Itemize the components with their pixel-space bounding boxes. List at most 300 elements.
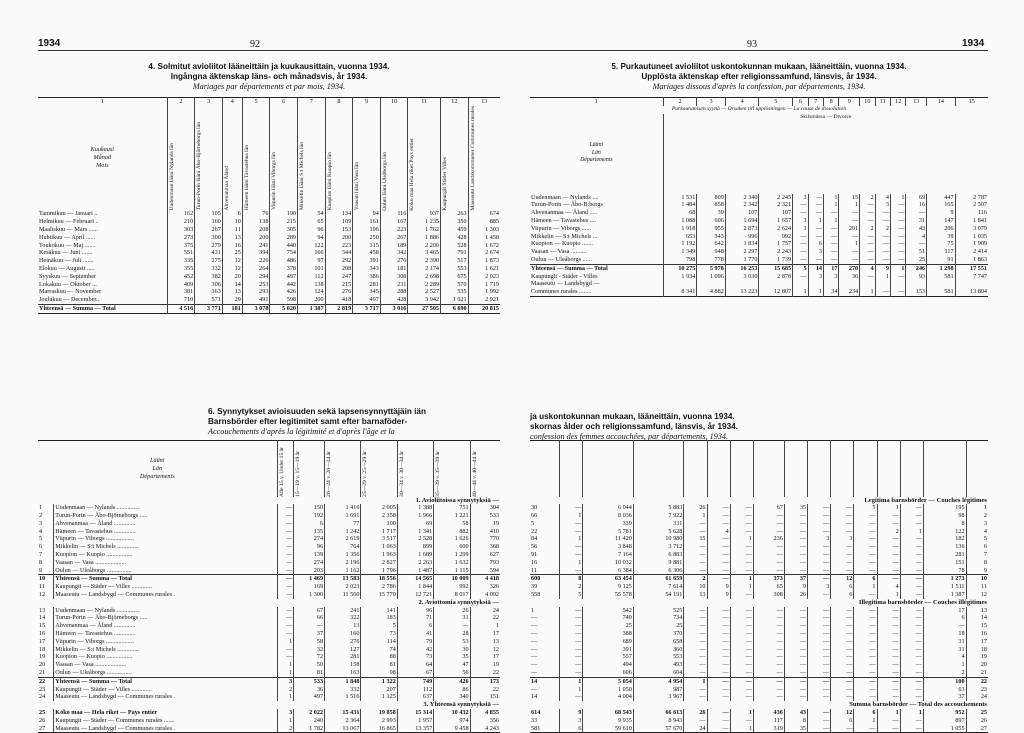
cell-value: 350 (441, 218, 469, 226)
cell-value: 3 517 (361, 535, 397, 543)
cell-value: 8 943 (633, 717, 683, 725)
column-header-text: 20—24 v. 20—24 år (326, 450, 333, 497)
total-row (530, 677, 988, 685)
row-label: 26 (39, 716, 46, 724)
cell-value: — (730, 528, 753, 536)
row-label: 8 (39, 558, 43, 566)
row-label: Vaasan — Vasa .......... (531, 248, 587, 256)
row-label: Oulun — Uleåborgs ................ (54, 669, 277, 677)
cell-value: — (900, 693, 923, 701)
row-label: 9 (39, 566, 43, 574)
cell-value: 241 (325, 607, 361, 615)
cell-value: — (891, 209, 906, 217)
cell-value: — (277, 607, 294, 615)
cell-value: 166 (298, 249, 326, 257)
cell-value: — (707, 630, 730, 638)
cell-value: 189 (380, 242, 408, 250)
row-label: Yhteensä — Summa — Total (54, 677, 277, 685)
table6-title-fi: 6. Synnytykset avioisuuden sekä lapsensynnyttäjäin iän (208, 407, 426, 416)
cell-value: 4 243 (470, 725, 500, 733)
cell-value: 1 796 (361, 567, 397, 575)
cell-value: — (277, 583, 294, 591)
row-label: Syyskuu — September (39, 272, 97, 280)
cell-value: — (730, 622, 753, 630)
cell-value: 43 (906, 225, 927, 233)
cell-value: 778 (697, 256, 725, 264)
cell-value: — (891, 233, 906, 241)
row-label: Hämeen — Tavastehus .... (531, 216, 596, 224)
cell-value: 12 (966, 591, 988, 599)
cell-value: — (277, 512, 294, 520)
cell-value: 13 583 (325, 575, 361, 583)
cell-value: 2 023 (325, 583, 361, 591)
table-row (530, 233, 988, 241)
cell-value: 147 (927, 217, 955, 225)
cell-value: — (854, 622, 877, 630)
cell-value: — (900, 535, 923, 543)
row-label: Hämeen — Tavastehus .............. (54, 630, 277, 638)
cell-value: 7 (966, 551, 988, 559)
cell-value: 2 (923, 669, 966, 677)
row-label: 6 (39, 543, 43, 551)
column-number: 9 (353, 98, 381, 106)
cell-value: — (860, 209, 875, 217)
cell-value: — (808, 543, 831, 551)
cell-value: 5 (793, 264, 808, 272)
cell-value: — (900, 686, 923, 694)
cell-value: 276 (380, 257, 408, 265)
row-label: 18 (39, 645, 46, 653)
cell-value: — (875, 288, 890, 296)
cell-value: 1 (560, 512, 583, 520)
cell-value: — (784, 661, 807, 669)
cell-value: 12 807 (759, 288, 793, 296)
cell-value: — (753, 607, 784, 615)
column-number: 11 (408, 98, 441, 106)
table-row (530, 504, 988, 512)
cell-value: 67 (294, 607, 325, 615)
cell-value: 78 (923, 567, 966, 575)
cell-value: 267 (195, 226, 223, 234)
cell-value: 1 (560, 686, 583, 694)
cell-value: 141 (361, 607, 397, 615)
cell-value: 12 (222, 257, 242, 265)
section-illegitimate (38, 599, 500, 607)
cell-value: 247 (325, 273, 353, 281)
table-row (530, 240, 988, 248)
table-row (38, 218, 500, 226)
cell-value: 1 221 (434, 512, 470, 520)
cell-value: 8 036 (583, 512, 633, 520)
cell-value: — (730, 614, 753, 622)
row-label: Maaseutu — Landsbygd — Communes rurales . (54, 591, 277, 599)
row-label: 19 (39, 653, 46, 661)
cell-value: 10 (966, 575, 988, 583)
row-label: — (531, 653, 538, 661)
table-row (530, 607, 988, 615)
cell-value: 345 (353, 288, 381, 296)
cell-value: 15 431 (325, 709, 361, 717)
cell-value: — (784, 559, 807, 567)
cell-value: 1 299 (434, 551, 470, 559)
cell-value: 234 (839, 288, 860, 296)
cell-value: — (923, 622, 966, 630)
column-number: 5 (242, 98, 270, 106)
cell-value: — (808, 233, 823, 241)
cell-value (860, 280, 875, 288)
cell-value: 151 (470, 693, 500, 701)
cell-value: 81 (294, 669, 325, 677)
cell-value: 2 786 (361, 583, 397, 591)
row-label: 7 (39, 551, 43, 559)
cell-value: — (707, 717, 730, 725)
table-row (38, 669, 500, 677)
cell-value: 69 (397, 520, 433, 528)
cell-value: — (277, 535, 294, 543)
cell-value: — (784, 512, 807, 520)
cell-value: 26 (966, 717, 988, 725)
cell-value: 2 827 (361, 559, 397, 567)
cell-value: 322 (325, 614, 361, 622)
total-row (530, 575, 988, 583)
cell-value: 63 454 (583, 575, 633, 583)
column-number: 11 (875, 98, 890, 106)
row-label: Marraskuu — November (39, 288, 102, 296)
cell-value: — (560, 504, 583, 512)
cell-value: — (839, 217, 860, 225)
cell-value: 6 (831, 717, 854, 725)
cell-value: 23 (966, 686, 988, 694)
cell-value: — (877, 567, 900, 575)
cell-value: 1 (730, 535, 753, 543)
column-header-text: Vaasan lääni Vasa län (354, 162, 361, 211)
cell-value: 2 (277, 725, 294, 733)
cell-value: 6 (294, 520, 325, 528)
cell-value: 885 (468, 218, 500, 226)
stub-label: Mois (96, 161, 109, 169)
cell-value: 4 (923, 653, 966, 661)
cell-value: — (875, 209, 890, 217)
cell-value: 4 004 (583, 693, 633, 701)
cell-value: 5 978 (697, 264, 725, 272)
year-left: 1934 (38, 38, 61, 49)
cell-value: — (891, 225, 906, 233)
cell-value: 26 (434, 607, 470, 615)
cell-value: 791 (441, 249, 469, 257)
cell-value: 2 023 (468, 273, 500, 281)
cell-value: — (854, 559, 877, 567)
cell-value: — (707, 520, 730, 528)
column-number: 2 (663, 98, 697, 106)
cell-value: 12 (831, 575, 854, 583)
cell-value: — (753, 669, 784, 677)
column-number: 2 (167, 98, 195, 106)
cell-value: 77 (325, 520, 361, 528)
cell-value: — (730, 630, 753, 638)
cell-value: 96 (298, 226, 326, 234)
row-label: Elokuu — Augusti ..... (39, 264, 95, 272)
row-label: 22 (39, 677, 46, 685)
cell-value: 7 747 (955, 273, 988, 281)
cell-value: 4 092 (470, 591, 500, 599)
cell-value: — (900, 559, 923, 567)
cell-value: 326 (470, 583, 500, 591)
table-row (530, 661, 988, 669)
cell-value: 571 (195, 296, 223, 304)
table6r-header (530, 441, 988, 497)
cell-value: — (875, 233, 890, 241)
cell-value: 59 610 (583, 725, 633, 733)
cell-value: 96 (397, 607, 433, 615)
cell-value: 581 (927, 273, 955, 281)
cell-value: — (707, 512, 730, 520)
cell-value (891, 280, 906, 288)
cell-value (697, 280, 725, 288)
cell-value: — (560, 693, 583, 701)
row-label: Viipurin — Viborgs .................. (54, 535, 277, 543)
cell-value: 8 (560, 575, 583, 583)
cell-value: 138 (298, 281, 326, 289)
table-row (530, 591, 988, 599)
cell-value: 2 921 (468, 296, 500, 304)
cell-value: 882 (434, 528, 470, 536)
cell-value: 1 192 (663, 240, 697, 248)
cell-value: 20 (222, 273, 242, 281)
cell-value: — (808, 725, 831, 733)
cell-value: 263 (441, 210, 469, 218)
cell-value: 642 (697, 240, 725, 248)
cell-value: 2 358 (361, 512, 397, 520)
cell-value: 2 (560, 583, 583, 591)
cell-value: 581 (927, 288, 955, 296)
cell-value: — (900, 614, 923, 622)
table-row (530, 559, 988, 567)
cell-value: 136 (923, 543, 966, 551)
cell-value: 91 (927, 256, 955, 264)
row-label: Vaasan — Vasa .................... (54, 559, 277, 567)
cell-value: 793 (470, 559, 500, 567)
cell-value: 97 (298, 257, 326, 265)
cell-value: 109 (325, 218, 353, 226)
cell-value: 107 (759, 209, 793, 217)
table-row (530, 543, 988, 551)
column-number: 13 (906, 98, 927, 106)
table-row (530, 201, 988, 209)
cell-value: 1 458 (468, 234, 500, 242)
column-header (222, 106, 242, 211)
table4-title-fr: Mariages par départements et par mois, 1934. (192, 82, 346, 91)
cell-value: 426 (434, 677, 470, 685)
row-label: Yhteensä — Summa — Total (39, 304, 116, 312)
cell-value: 3 016 (380, 304, 408, 313)
table-row (38, 249, 500, 257)
cell-value: 66 613 (633, 709, 683, 717)
cell-value: — (560, 543, 583, 551)
cell-value: 274 (294, 559, 325, 567)
cell-value: 210 (167, 218, 195, 226)
row-label: Maaseutu — Landsbygd — (531, 280, 600, 288)
cell-value: 7 922 (633, 512, 683, 520)
cell-value: 6 (808, 240, 823, 248)
column-header (633, 441, 683, 497)
row-label: 14 (39, 614, 46, 622)
cell-value: — (560, 528, 583, 536)
cell-value: — (684, 567, 707, 575)
cell-value: — (824, 225, 839, 233)
cell-value: 9 (875, 264, 890, 272)
cell-value: — (877, 646, 900, 654)
cell-value: — (831, 638, 854, 646)
cell-value: 378 (270, 265, 298, 273)
cell-value: — (854, 543, 877, 551)
cell-value: — (808, 646, 831, 654)
cell-value: — (684, 646, 707, 654)
cell-value: — (277, 653, 294, 661)
cell-value: 13 (222, 288, 242, 296)
cell-value: 2 (875, 225, 890, 233)
cell-value: — (707, 661, 730, 669)
cell-value: 356 (470, 717, 500, 725)
column-header (195, 106, 223, 211)
cell-value: 231 (380, 281, 408, 289)
cell-value: 11 (966, 583, 988, 591)
cell-value: 51 (906, 248, 927, 256)
cell-value: 39 (927, 233, 955, 241)
cell-value: 3 (277, 709, 294, 717)
cell-value: — (877, 622, 900, 630)
cell-value: 116 (955, 209, 988, 217)
cell-value: 491 (242, 296, 270, 304)
cell-value: — (824, 248, 839, 256)
cell-value: 1 694 (725, 217, 759, 225)
cell-value: 5 (560, 591, 583, 599)
cell-value: — (753, 653, 784, 661)
cell-value: 2 619 (325, 535, 361, 543)
row-label: Ahvenanmaa — Åland .............. (54, 622, 277, 630)
cell-value: 55 578 (583, 591, 633, 599)
cell-value: 557 (583, 653, 633, 661)
cell-value: 308 (380, 273, 408, 281)
cell-value: — (808, 201, 823, 209)
table6-stub (38, 441, 277, 497)
cell-value: 25 (222, 249, 242, 257)
table-row (38, 646, 500, 654)
cell-value: 169 (294, 583, 325, 591)
cell-value: — (831, 614, 854, 622)
cell-value: 1 672 (468, 242, 500, 250)
cell-value: 381 (167, 288, 195, 296)
cell-value: 10 (684, 583, 707, 591)
column-header-text: Kuopion lääni Kuopio län (326, 152, 333, 211)
table-row (38, 296, 500, 304)
cell-value: 497 (353, 296, 381, 304)
cell-value: — (831, 551, 854, 559)
column-header (808, 441, 831, 497)
cell-value: 710 (167, 296, 195, 304)
cell-value: 26 (684, 504, 707, 512)
cell-value: — (793, 240, 808, 248)
table-row (530, 288, 988, 296)
table-row (38, 210, 500, 218)
column-header (242, 106, 270, 211)
cell-value: 138 (242, 218, 270, 226)
cell-value: 751 (434, 504, 470, 512)
cell-value: 749 (397, 677, 433, 685)
cell-value: 9 935 (583, 717, 633, 725)
cell-value: 1 841 (955, 217, 988, 225)
table4-header (38, 106, 500, 211)
cell-value: — (854, 638, 877, 646)
table5-title-fi: 5. Purkautuneet avioliitot uskontokunnan mukaan, lääneittäin, vuonna 1934. (611, 62, 907, 71)
cell-value: 13 (966, 607, 988, 615)
cell-value (824, 280, 839, 288)
cell-value: 1 096 (697, 273, 725, 281)
table4-title-fi: 4. Solmitut avioliitot lääneittäin ja kuukausittain, vuonna 1934. (148, 62, 390, 71)
table-row (530, 693, 988, 701)
cell-value: — (707, 543, 730, 551)
column-header-text: 40—44 v. 40—44 år (471, 450, 478, 497)
row-label: 20 (39, 661, 46, 669)
row-label: 25 (39, 709, 46, 717)
cell-value: 2 414 (955, 248, 988, 256)
cell-value: 13 357 (397, 725, 433, 733)
cell-value: 4 (875, 194, 890, 202)
cell-value: — (906, 240, 927, 248)
row-label: 12 (39, 591, 46, 599)
cell-value: 58 (434, 520, 470, 528)
cell-value: 1 (860, 288, 875, 296)
cell-value: — (684, 551, 707, 559)
cell-value: 3 (875, 201, 890, 209)
cell-value: 6 883 (633, 551, 683, 559)
row-label: 21 (39, 669, 46, 677)
column-header (294, 441, 325, 497)
cell-value: — (854, 661, 877, 669)
row-label: Turun-Porin — Åbo-Björneborgs ..... (54, 512, 277, 520)
cell-value: 223 (380, 226, 408, 234)
cell-value: — (831, 567, 854, 575)
row-label: Maaseutu — Landsbygd — Communes rurales . (54, 693, 277, 701)
table-row (530, 614, 988, 622)
row-label: Kesäkuu — Juni ....... (39, 249, 93, 257)
cell-value: — (784, 693, 807, 701)
cell-value: 47 (434, 661, 470, 669)
cell-value: — (684, 693, 707, 701)
cell-value: — (277, 520, 294, 528)
cell-value: 1 632 (434, 559, 470, 567)
row-label: 14 (531, 677, 538, 685)
cell-value: 553 (633, 653, 683, 661)
cell-value: 992 (759, 233, 793, 241)
cell-value: 281 (353, 281, 381, 289)
cell-value: — (900, 543, 923, 551)
row-label: Kuopion — Kuopio ................. (54, 653, 277, 661)
cell-value: 117 (927, 248, 955, 256)
cell-value: 74 (361, 646, 397, 654)
table4-stub (38, 106, 167, 211)
cell-value: 6 (831, 591, 854, 599)
cell-value: 3 030 (725, 273, 759, 281)
cell-value: — (831, 669, 854, 677)
cell-value: 122 (923, 528, 966, 536)
cell-value: 764 (325, 543, 361, 551)
cell-value: 517 (441, 257, 469, 265)
cell-value: 15 (684, 535, 707, 543)
stub-label: Län (152, 464, 163, 472)
cell-value: 112 (298, 273, 326, 281)
table-row (38, 257, 500, 265)
cell-value: 497 (270, 273, 298, 281)
